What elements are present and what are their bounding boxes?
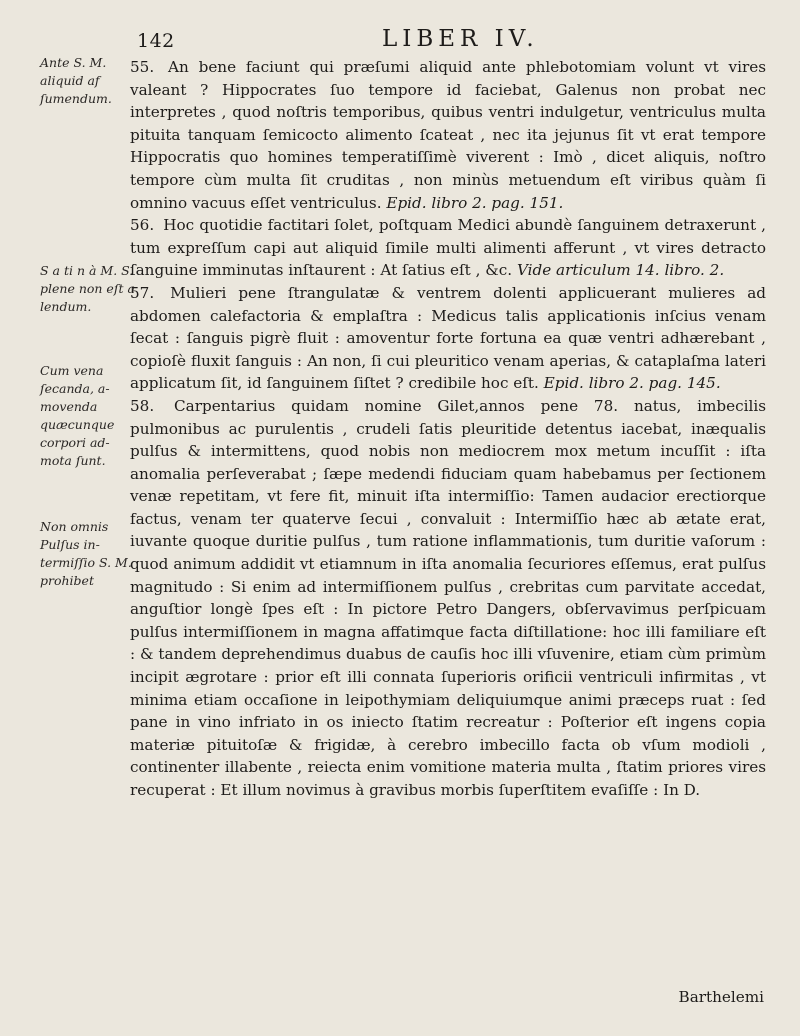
body-text [130,56,766,802]
paragraph-text: An bene faciunt qui præſumi aliquid ante phlebotomiam volunt vt vires valeant ? Hippocrates ſuo tempore id faciebat, Galenus non probat nec interpretes , quod noſtris temporibus, quibus ventri indulgetur, ventriculus multa pituita tanquam ſemicocto alimento ſcateat , nec ita jejunus ſit vt erat tempore Hippocratis quo homines temperatiſſimè viverent : Imò , dicet aliquis, noſtro tempore cùm multa ſit cruditas , non minùs metuendum eſt viribus quàm ſi omnino vacuus eſſet ventriculus. [130,58,766,212]
paragraph-number: 58. [130,396,155,415]
paragraph-reference: Epid. libro 2. pag. 145. [543,374,721,393]
margin-note-1: Ante S. M. aliquid af ſumendum. [40,55,112,106]
paragraph-text: Mulieri pene ſtrangulatæ & ventrem dolenti applicuerant mulieres ad abdomen calefactoria & emplaſtra : Medicus talis applicationis inſcius venam ſecat : ſanguis pigrè fluit : amoventur forte fortuna ea quæ ventri adhærebant , copioſè fluxit ſanguis : An non, ſi cui pleuritico venam aperias, & cataplaſma lateri applicatum ſit, id ſanguinem ſiſtet ? credibile hoc eſt. [130,283,766,393]
paragraph-reference: Vide articulum 14. libro. 2. [516,261,725,280]
page-number: 142 [137,30,175,52]
running-title: LIBER IV. [382,26,539,52]
paragraph-55 [130,56,766,214]
paragraph-number: 55. [130,58,155,76]
paragraph-56 [130,214,766,282]
catchword: Barthelemi [678,988,764,1006]
paragraph-text: Hoc quotidie factitari ſolet, poſtquam Medici abundè ſanguinem detraxerunt , tum expreſſum capi aut aliquid ſimile multi alimenti afferunt , vt vires detracto ſanguine imminutas inſtaurent : At ſatius eſt , &c. [130,216,767,280]
paragraph-number: 57. [130,283,155,302]
paragraph-text: Carpentarius quidam nomine Gilet,annos pene 78. natus, imbecilis pulmonibus ac purulentis , crudeli ſatis pleuritide detentus iacebat, inæqualis pulſus & intermittens, quod nobis non mediocrem mox metum incuſſit : iſta anomalia perſeverabat ; ſæpe medendi fiduciam quam habebamus per ſectionem venæ repetitam, vt fere fit, minuit iſta intermiſſio: Tamen audacior erectiorque factus, venam ter quaterve ſecui , convaluit : Intermiſſio hæc ab ætate erat, iuvante quoque duritie pulſus , tum ratione inflammationis, tum duritie vaſorum : quod animum addidit vt etiamnum in iſta anomalia ſecuriores eſſemus, erat pulſus magnitudo : Si enim ad intermiſſionem pulſus , crebritas cum parvitate accedat, anguſtior longè ſpes eſt : In pictore Petro Dangers, obſervavimus perſpicuam pulſus intermiſſionem in magna affatimque facta diſtillatione: hoc illi familiare eſt : & tandem deprehendimus duabus de cauſis hoc illi vſuvenire, etiam cùm primùm incipit ægrotare : prior eſt illi connata ſuperioris orificii ventriculi infirmitas , vt minima etiam occaſione in leipothymiam deliquiumque animi præceps ruat : ſed pane in vino infriato in os iniecto ſtatim recreatur : Poſterior eſt ingens copia materiæ pituitoſæ & frigidæ, à cerebro imbecillo facta ob vſum modioli , continenter illabente , reiecta enim vomitione materia multa , ſtatim priores vires recuperat : Et illum novimus à gravibus morbis ſuperſtitem evaſiſſe : In D. [130,396,767,799]
margin-note-2: S a ti n à M. S. plene non eſt a lendum. [40,263,135,314]
margin-note-3: Cum vena ſecanda, a- movenda quæcunque corpori ad- mota ſunt. [40,363,115,468]
paragraph-57 [130,282,766,395]
paragraph-reference: Epid. libro 2. pag. 151. [386,193,564,212]
margin-note-4: Non omnis Pulſus in- termiſſio S. M. prohibet [40,519,132,588]
paragraph-number: 56. [130,216,155,235]
paragraph-58 [130,395,766,802]
